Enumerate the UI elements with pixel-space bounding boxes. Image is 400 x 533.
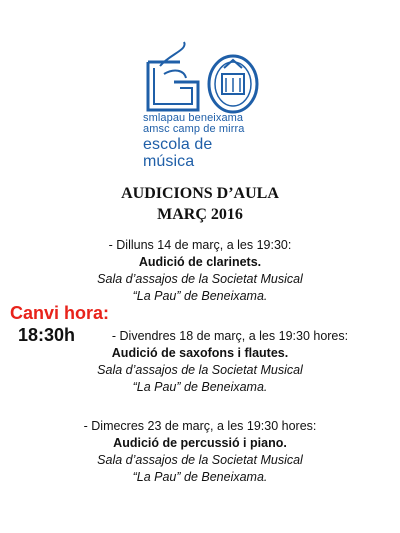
poster-title: AUDICIONS D’AULA xyxy=(121,185,279,202)
poster-subtitle: MARÇ 2016 xyxy=(157,206,243,223)
event-name: Audició de clarinets. xyxy=(138,255,262,269)
logo-emblem-icon xyxy=(140,40,265,115)
logo-line-1: smlapau beneixama xyxy=(143,112,244,124)
event-date: - Dilluns 14 de març, a les 19:30: xyxy=(108,238,292,252)
logo-line-3: escola de música xyxy=(143,136,213,170)
event-name: Audició de percussió i piano. xyxy=(113,436,287,450)
change-notice-time: 18:30h xyxy=(18,325,76,345)
event-venue: Sala d’assajos de la Societat Musical xyxy=(97,453,303,467)
event-item xyxy=(0,328,400,396)
event-item xyxy=(0,237,400,305)
event-venue-town: “La Pau” de Beneixama. xyxy=(132,380,268,394)
logo-line-2: amsc camp de mirra xyxy=(143,123,245,135)
change-notice-label: Canvi hora: xyxy=(10,303,110,323)
event-venue-town: “La Pau” de Beneixama. xyxy=(132,289,268,303)
event-venue: Sala d’assajos de la Societat Musical xyxy=(97,272,303,286)
event-venue-town: “La Pau” de Beneixama. xyxy=(132,470,268,484)
event-name: Audició de saxofons i flautes. xyxy=(111,346,289,360)
event-venue: Sala d’assajos de la Societat Musical xyxy=(97,363,303,377)
event-date: - Dimecres 23 de març, a les 19:30 hores: xyxy=(83,419,317,433)
event-item xyxy=(0,418,400,486)
event-date: - Divendres 18 de març, a les 19:30 hores: xyxy=(111,329,349,343)
logo-text-block xyxy=(143,113,268,170)
